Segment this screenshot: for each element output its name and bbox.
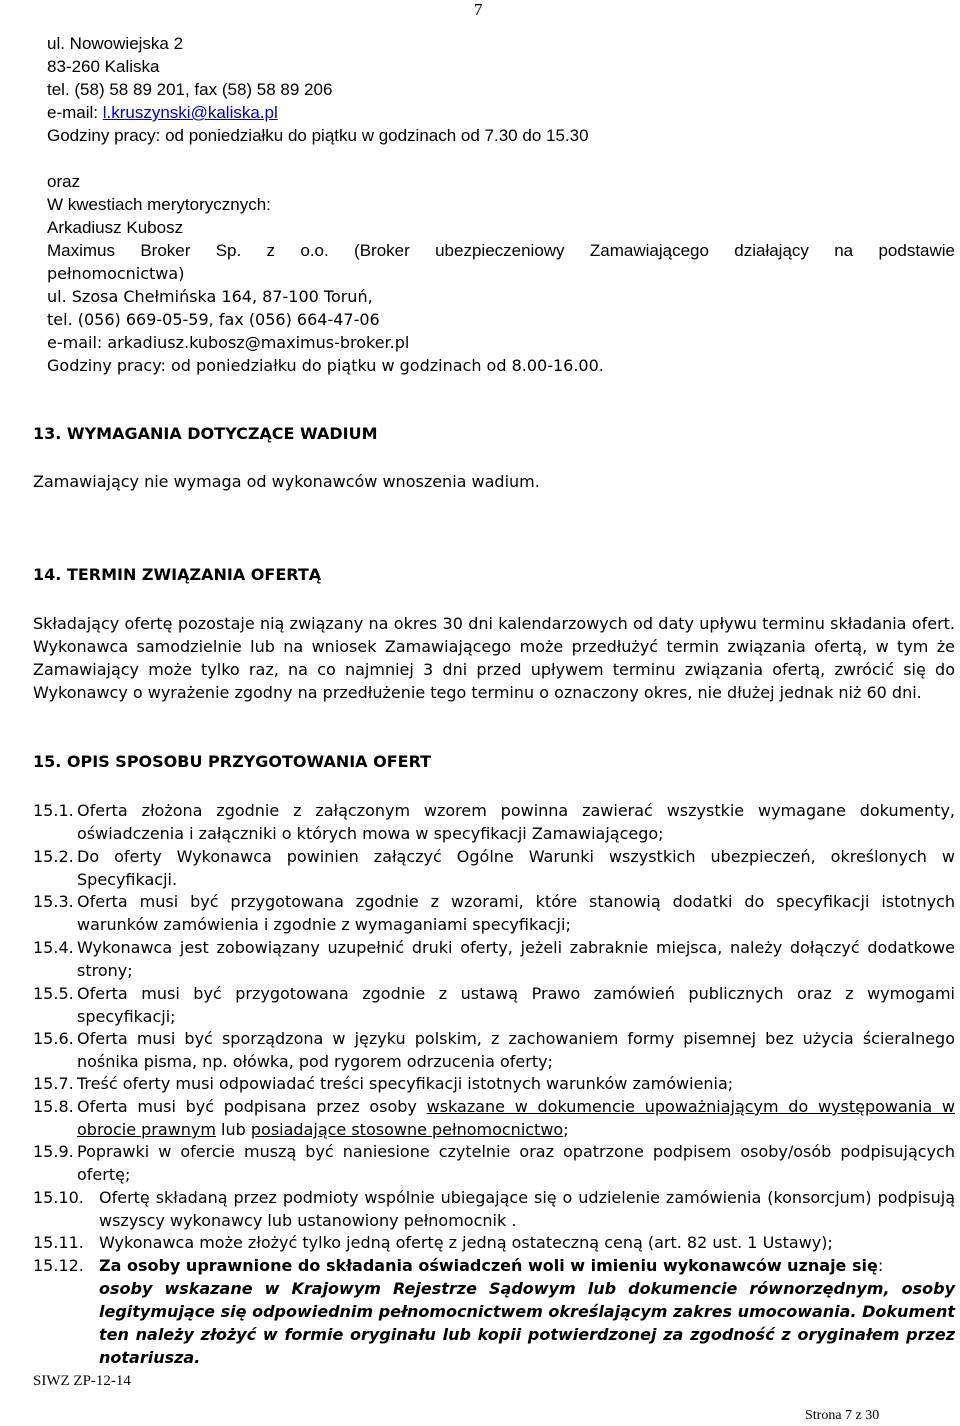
item-text: Treść oferty musi odpowiadać treści specyfikacji istotnych warunków zamówienia; <box>77 1074 734 1093</box>
item-text: Oferta musi być sporządzona w języku polskim, z zachowaniem formy pisemnej bez użycia ścieralnego nośnika pisma, np. ołówka, pod rygorem odrzucenia oferty; <box>77 1029 955 1071</box>
item-number: 15.11. <box>33 1233 84 1252</box>
item-number: 15.3. <box>33 892 74 911</box>
item-number: 15.7. <box>33 1074 74 1093</box>
broker-hours: Godziny pracy: od poniedziałku do piątku w godzinach od 8.00-16.00. <box>47 356 604 375</box>
broker-email: e-mail: arkadiusz.kubosz@maximus-broker.pl <box>47 333 410 352</box>
broker-name-line2: pełnomocnictwa) <box>47 264 185 283</box>
item-text: Oferta musi być przygotowana zgodnie z wzorami, które stanowią dodatki do specyfikacji istotnych warunków zamówienia i zgodnie z wymaganiami specyfikacji; <box>77 892 955 934</box>
email-link[interactable]: l.kruszynski@kaliska.pl <box>102 103 278 122</box>
merit-contact-person: Arkadiusz Kubosz <box>47 218 184 237</box>
item-number: 15.8. <box>33 1097 74 1116</box>
item-text-part: lub <box>215 1120 251 1139</box>
item-text: Do oferty Wykonawca powinien załączyć Ogólne Warunki wszystkich ubezpieczeń, określonych w Specyfikacji. <box>77 847 955 889</box>
item-number: 15.4. <box>33 938 74 957</box>
item-text: Ofertę składaną przez podmioty wspólnie ubiegające się o udzielenie zamówienia (konsorcjum) podpisują wszyscy wykonawcy lub ustanowiony pełnomocnik . <box>99 1188 955 1230</box>
item-number: 15.12. <box>33 1256 84 1275</box>
item-text: Wykonawca jest zobowiązany uzupełnić druki oferty, jeżeli zabraknie miejsca, należy dołączyć dodatkowe strony; <box>77 938 955 980</box>
footer-page: Strona 7 z 30 <box>805 1408 880 1423</box>
item-number: 15.2. <box>33 847 74 866</box>
item-number: 15.9. <box>33 1142 74 1161</box>
address-street: ul. Nowowiejska 2 <box>47 34 184 53</box>
item-text-part: ; <box>563 1120 569 1139</box>
phone-fax: tel. (58) 58 89 201, fax (58) 58 89 206 <box>47 80 333 99</box>
item-text-part: : <box>877 1256 884 1275</box>
broker-name-line: Maximus Broker Sp. z o.o. (Broker ubezpieczeniowy Zamawiającego działający na podstawie <box>47 241 955 260</box>
section-13-heading: 13. WYMAGANIA DOTYCZĄCE WADIUM <box>33 424 378 443</box>
list-item-15-4 <box>33 936 955 982</box>
section-15-heading: 15. OPIS SPOSOBU PRZYGOTOWANIA OFERT <box>33 752 432 771</box>
broker-street: ul. Szosa Chełmińska 164, 87-100 Toruń, <box>47 287 373 306</box>
bold-italic-text: osoby wskazane w Krajowym Rejestrze Sądowym lub dokumencie równorzędnym, osoby legitymujące się odpowiednim pełnomocnictwem określającym zakres umocowania. Dokument ten należy złożyć w formie oryginału lub kopii potwierdzonej za zgodność z oryginałem przez notariusza. <box>99 1279 955 1367</box>
list-item-15-5 <box>33 982 955 1028</box>
list-item-15-8 <box>33 1095 955 1141</box>
list-item-15-6 <box>33 1027 955 1073</box>
email-line <box>47 103 278 123</box>
list-item-15-2 <box>33 845 955 891</box>
item-text <box>77 1095 955 1141</box>
item-text: Poprawki w ofercie muszą być naniesione czytelnie oraz opatrzone podpisem osoby/osób podpisujących ofertę; <box>77 1142 955 1184</box>
bold-phrase: Za osoby uprawnione do składania oświadczeń woli w imieniu wykonawców uznaje się <box>99 1256 878 1275</box>
list-item-15-12 <box>33 1254 955 1369</box>
broker-phone: tel. (056) 669-05-59, fax (056) 664-47-06 <box>47 310 380 329</box>
list-item-15-11 <box>33 1231 955 1254</box>
item-text <box>99 1254 955 1369</box>
list-item-15-7 <box>33 1072 955 1095</box>
item-number: 15.6. <box>33 1029 74 1048</box>
item-number: 15.5. <box>33 984 74 1003</box>
section-14-text: Składający ofertę pozostaje nią związany na okres 30 dni kalendarzowych od daty upływu terminu składania ofert. Wykonawca samodzielnie lub na wniosek Zamawiającego może przedłużyć termin związania ofertą, w tym że Zamawiający może tylko raz, na co najmniej 3 dni przed upływem terminu związania ofertą, zwrócić się do Wykonawcy o wyrażenie zgodny na przedłużenie tego terminu o oznaczony okres, nie dłużej jednak niż 60 dni. <box>33 614 955 702</box>
section-13-text: Zamawiający nie wymaga od wykonawców wnoszenia wadium. <box>33 472 540 491</box>
item-text: Oferta złożona zgodnie z załączonym wzorem powinna zawierać wszystkie wymagane dokumenty, oświadczenia i załączniki o których mowa w specyfikacji Zamawiającego; <box>77 801 955 843</box>
list-item-15-10 <box>33 1186 955 1232</box>
item-number: 15.1. <box>33 801 74 820</box>
item-number: 15.10. <box>33 1188 84 1207</box>
footer-doc-id: SIWZ ZP-12-14 <box>33 1373 131 1389</box>
item-text-part: Oferta musi być podpisana przez osoby <box>77 1097 427 1116</box>
list-item-15-3 <box>33 890 955 936</box>
underlined-phrase: wskazane w dokumencie upoważniającym do występowania w obrocie prawnym <box>77 1097 955 1139</box>
item-text: Wykonawca może złożyć tylko jedną ofertę z jedną ostateczną ceną (art. 82 ust. 1 Ustawy); <box>99 1233 833 1252</box>
item-text: Oferta musi być przygotowana zgodnie z ustawą Prawo zamówień publicznych oraz z wymogami specyfikacji; <box>77 984 955 1026</box>
section-14-heading: 14. TERMIN ZWIĄZANIA OFERTĄ <box>33 565 322 584</box>
underlined-phrase: posiadające stosowne pełnomocnictwo <box>250 1120 564 1139</box>
email-label: e-mail: <box>47 103 103 122</box>
list-item-15-1 <box>33 799 955 845</box>
list-item-15-9 <box>33 1140 955 1186</box>
oraz-text: oraz <box>47 172 81 191</box>
office-hours: Godziny pracy: od poniedziałku do piątku w godzinach od 7.30 do 15.30 <box>47 126 589 145</box>
page-number: 7 <box>474 0 483 19</box>
address-city: 83-260 Kaliska <box>47 57 160 76</box>
merit-contact-label: W kwestiach merytorycznych: <box>47 195 271 214</box>
